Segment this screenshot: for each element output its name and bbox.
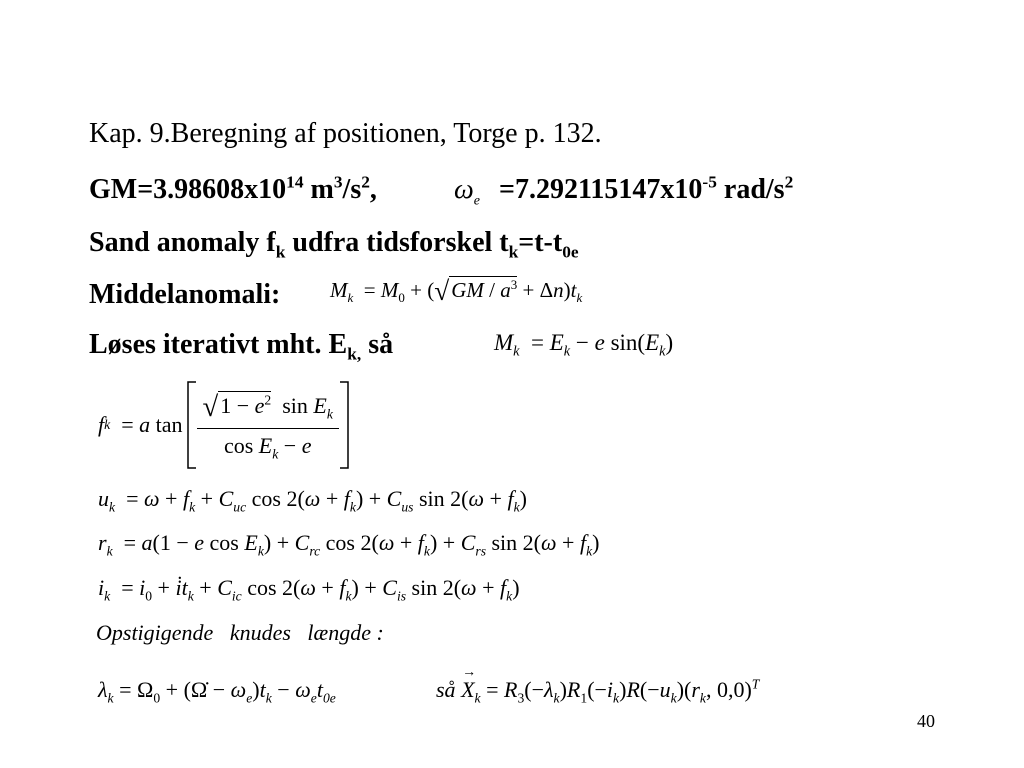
- omega-unit: rad/s: [716, 174, 785, 205]
- page-number: 40: [917, 711, 935, 731]
- left-bracket: [187, 381, 197, 469]
- gm-exponent: 14: [286, 172, 304, 192]
- slide-title: Kap. 9.Beregning af positionen, Torge p. 132.: [89, 118, 602, 149]
- omega-symbol: [454, 174, 480, 209]
- omega-sub: e: [473, 193, 480, 209]
- loeses-label: Løses iterativt mht. E: [89, 329, 348, 360]
- sand-prefix: Sand anomaly f: [89, 227, 276, 258]
- gm-unit-denom: /s: [342, 174, 362, 205]
- bracket-group: [187, 381, 349, 469]
- gm-unit: m: [303, 174, 334, 205]
- loeses-line: [89, 329, 394, 364]
- node-label: Opstigigende knudes længde :: [96, 620, 384, 645]
- middelanomali-label: Middelanomali:: [89, 279, 281, 310]
- sand-eq: =t-t: [518, 227, 563, 258]
- loeses-suffix: så: [361, 329, 394, 360]
- loeses-sub: k,: [347, 344, 362, 364]
- mean-anomaly-equation: $M_k = M_0 + (√GM / a^3 + \Delta n)t_k$: [330, 276, 583, 306]
- omega-exponent: -5: [702, 172, 717, 192]
- gm-comma: ,: [369, 174, 377, 205]
- i-k-equation: $i_k = i_0$ + $i̇t_k + C_{ic}$ $\cos 2(\omega + f_k) + C_{is}$ $\sin 2(\omega + f_k)$: [98, 575, 520, 604]
- kepler-equation: $M_k = E_k - e$ $\sin(E_k)$: [494, 330, 674, 360]
- r-k-equation: $r_k = a(1 - e$ $\cos E_k) + C_{rc}$ $\cos 2(\omega + f_k) + C_{rs}$ $\sin 2(\omega + f_k)$: [98, 530, 600, 559]
- gm-value: GM=3.98608x10: [89, 174, 287, 205]
- sand-anomaly-line: [89, 227, 579, 262]
- omega-value: =7.292115147x10: [499, 174, 703, 205]
- position-equation: så X → $_k = R_3(-\lambda_k)R_1(-i_k)R(-u_k)(r_k$, 0,0)$^T$: [436, 665, 760, 706]
- omega-value-line: [499, 174, 793, 206]
- u-k-equation: $u_k = \omega + f_k + C_{uc}$ $\cos 2(\omega + f_k) + C_{us}$ $\sin 2(\omega + f_k)$: [98, 486, 527, 515]
- gm-line: [89, 174, 377, 206]
- true-anomaly-equation: f k = a tan $\frac{√1 - e^2 \sin E_k}{\cos E_k - e}$: [98, 380, 349, 470]
- sand-mid: udfra tidsforskel t: [285, 227, 509, 258]
- sand-sub-k: k: [275, 242, 286, 262]
- lambda-k-equation: $\lambda_k = \Omega_0$ + (Ω̇ − $\omega_e)t_k - \omega_et_{0e}$: [98, 677, 336, 706]
- right-bracket: [339, 381, 349, 469]
- sand-sub-k2: k: [508, 242, 519, 262]
- gm-unit-denom-exp: 2: [361, 172, 370, 192]
- gm-unit-exp: 3: [333, 172, 343, 192]
- omega-unit-exp: 2: [784, 172, 794, 192]
- fraction: $\frac{√1 - e^2 \sin E_k}{\cos E_k - e}$: [197, 391, 339, 459]
- sand-sub-0e: 0e: [562, 242, 579, 262]
- omega-glyph: ω: [454, 174, 474, 205]
